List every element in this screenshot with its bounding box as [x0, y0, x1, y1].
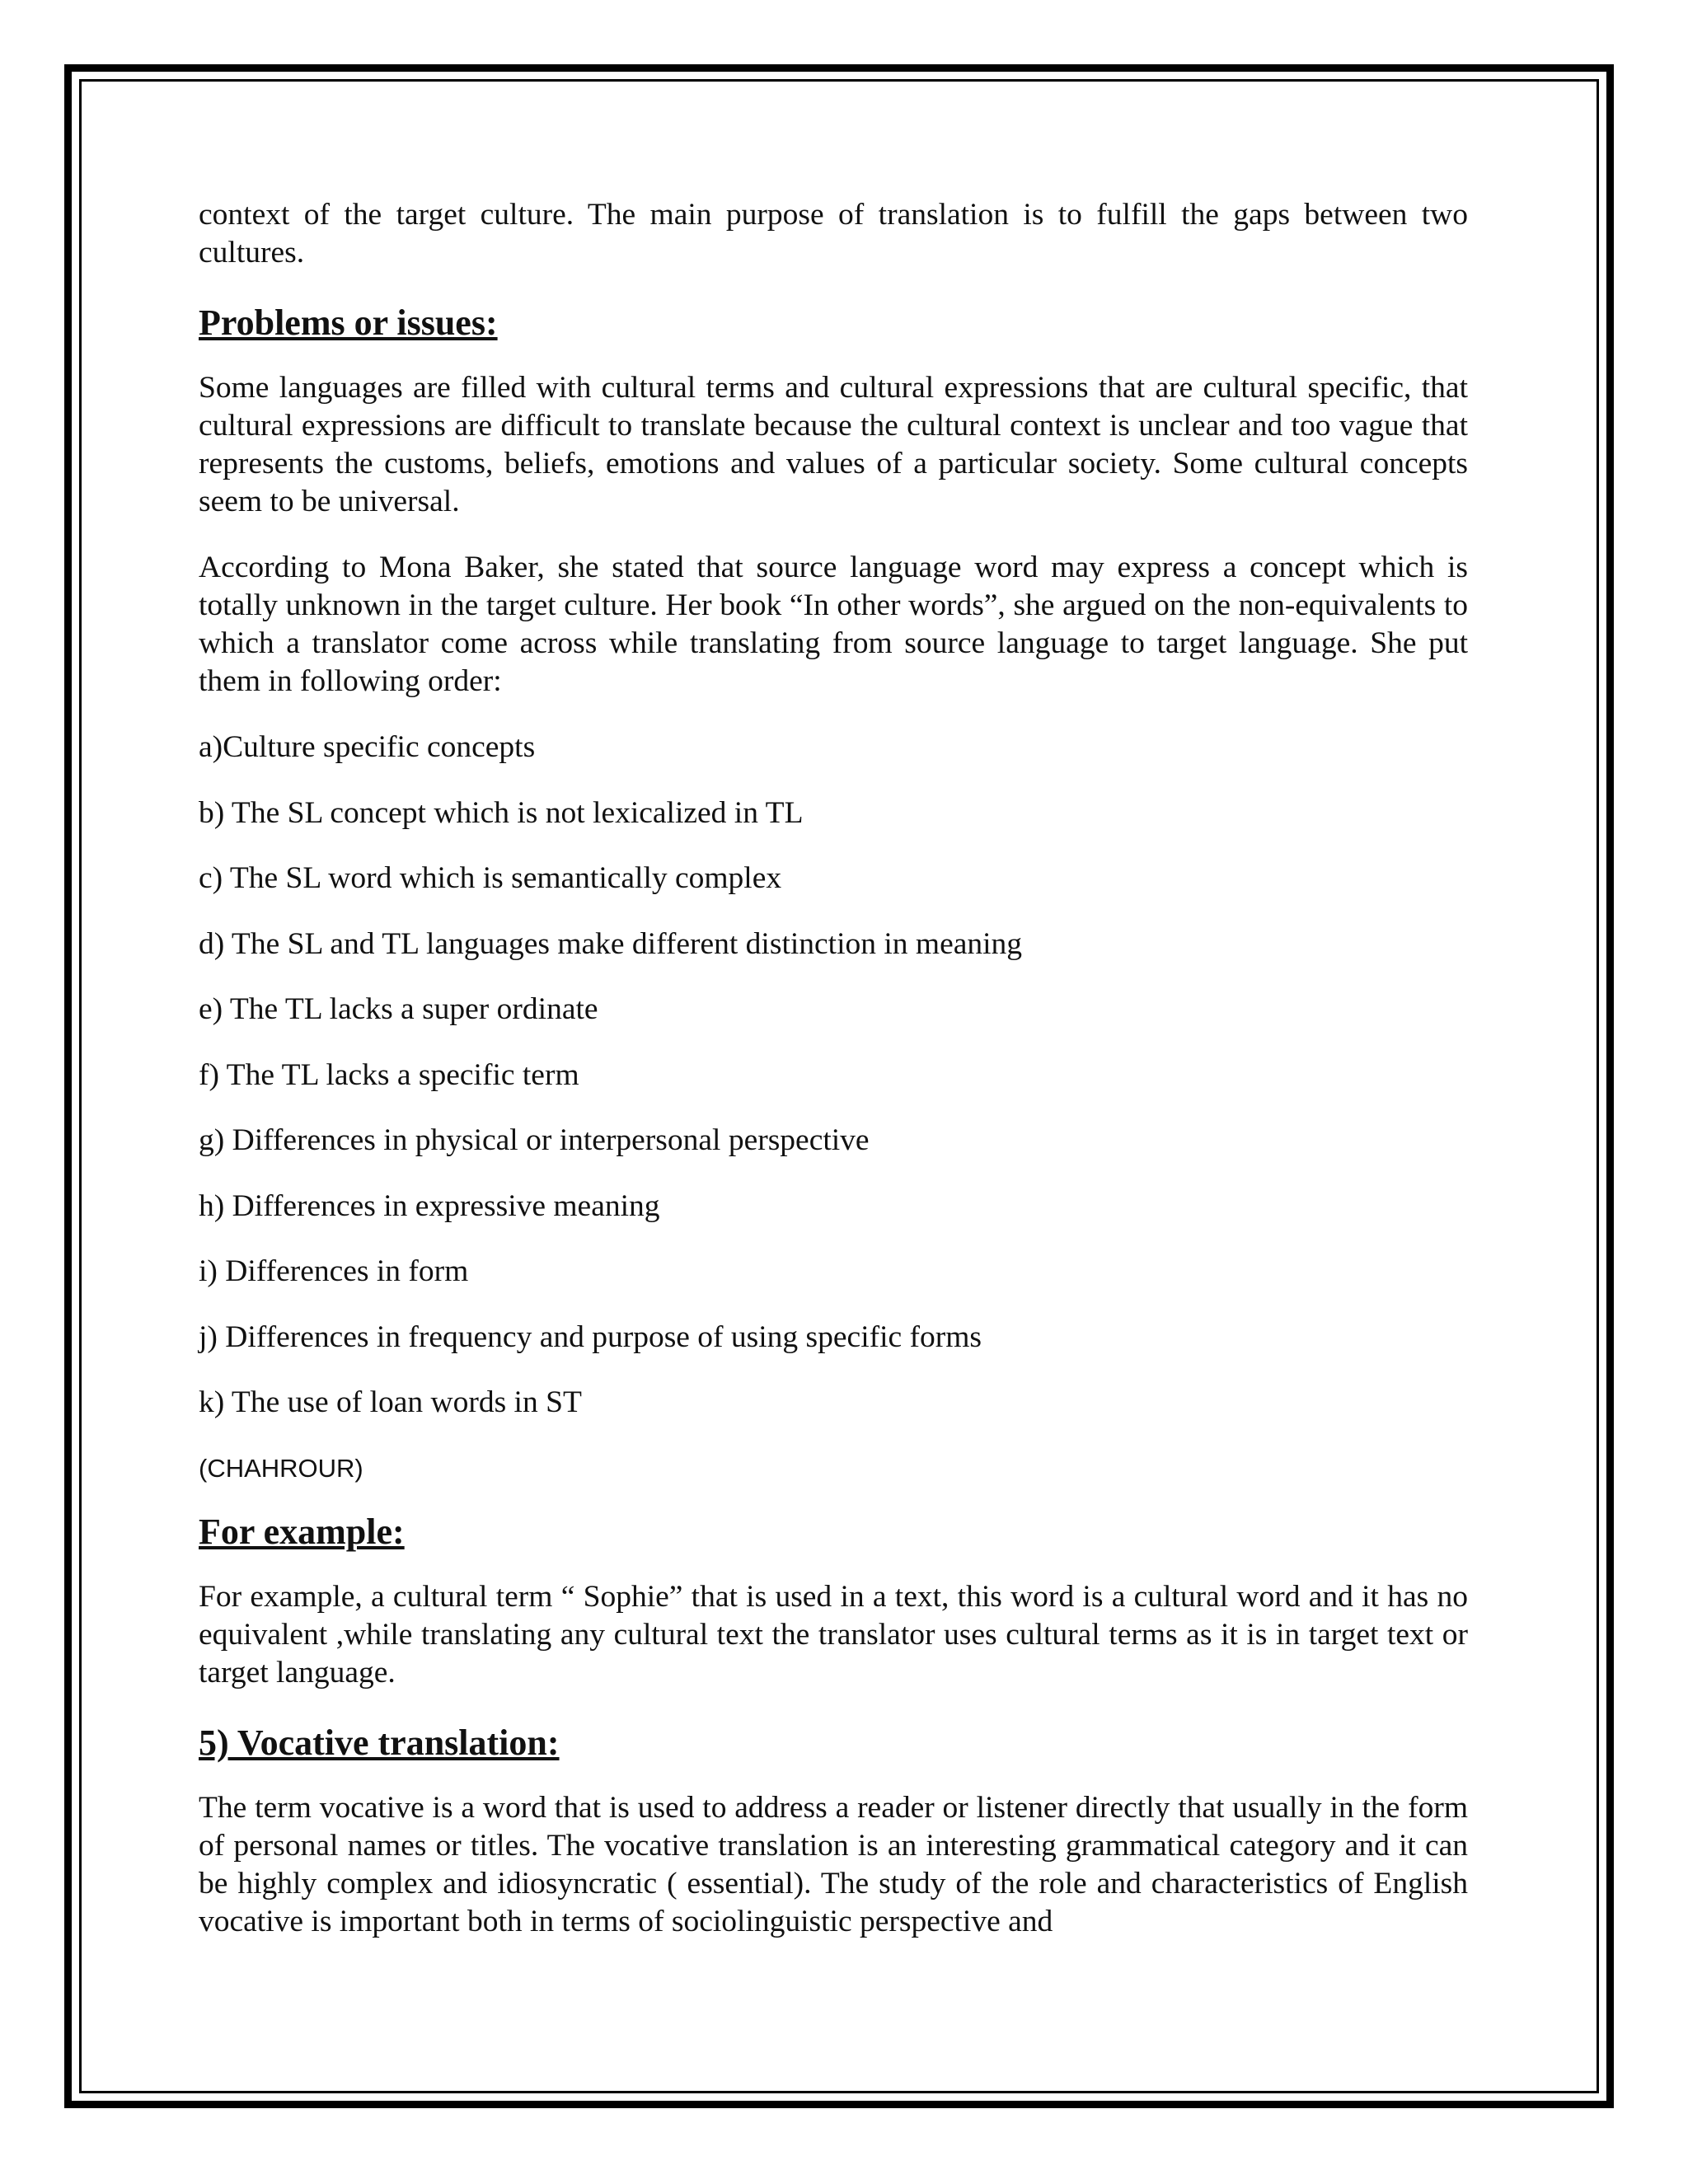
list-item: j) Differences in frequency and purpose of using specific forms — [199, 1319, 982, 1354]
document-body — [199, 196, 1468, 1969]
problems-paragraph-2: According to Mona Baker, she stated that source language word may express a concept which is totally unknown in the target culture. Her book “In other words”, she argued on the non-equivalents to which a translator come across while translating from source language to target language. She put them in following order: — [199, 551, 1468, 698]
list-item: b) The SL concept which is not lexicalized in TL — [199, 795, 804, 830]
list-item: c) The SL word which is semantically complex — [199, 861, 782, 895]
list-item: a)Culture specific concepts — [199, 730, 536, 764]
example-paragraph: For example, a cultural term “ Sophie” that is used in a text, this word is a cultural word and it has no equivalent ,while translating any cultural text the translator uses cultural terms as it is in target text or target language. — [199, 1579, 1468, 1690]
citation: (CHAHROUR) — [199, 1453, 363, 1483]
list-item: f) The TL lacks a specific term — [199, 1057, 579, 1092]
example-heading: For example: — [199, 1511, 405, 1552]
list-item: e) The TL lacks a super ordinate — [199, 992, 598, 1026]
vocative-paragraph: The term vocative is a word that is used to address a reader or listener directly that usually in the form of personal names or titles. The vocative translation is an interesting grammatical category and it can be highly complex and idiosyncratic ( essential). The study of the role and characteristics of English vocative is important both in terms of sociolinguistic perspective and — [199, 1790, 1468, 1938]
list-item: g) Differences in physical or interpersonal perspective — [199, 1123, 870, 1157]
list-item: i) Differences in form — [199, 1254, 469, 1288]
list-item: h) Differences in expressive meaning — [199, 1188, 660, 1223]
nonequivalence-list — [199, 729, 1468, 1422]
vocative-heading: 5) Vocative translation: — [199, 1722, 560, 1763]
intro-paragraph: context of the target culture. The main purpose of translation is to fulfill the gaps between two cultures. — [199, 198, 1468, 269]
problems-heading: Problems or issues: — [199, 302, 498, 343]
list-item: d) The SL and TL languages make different distinction in meaning — [199, 926, 1023, 961]
list-item: k) The use of loan words in ST — [199, 1385, 582, 1419]
problems-paragraph-1: Some languages are filled with cultural terms and cultural expressions that are cultural specific, that cultural expressions are difficult to translate because the cultural context is unclear and too vague that represents the customs, beliefs, emotions and values of a particular society. Some cultural concepts seem to be universal. — [199, 371, 1468, 518]
